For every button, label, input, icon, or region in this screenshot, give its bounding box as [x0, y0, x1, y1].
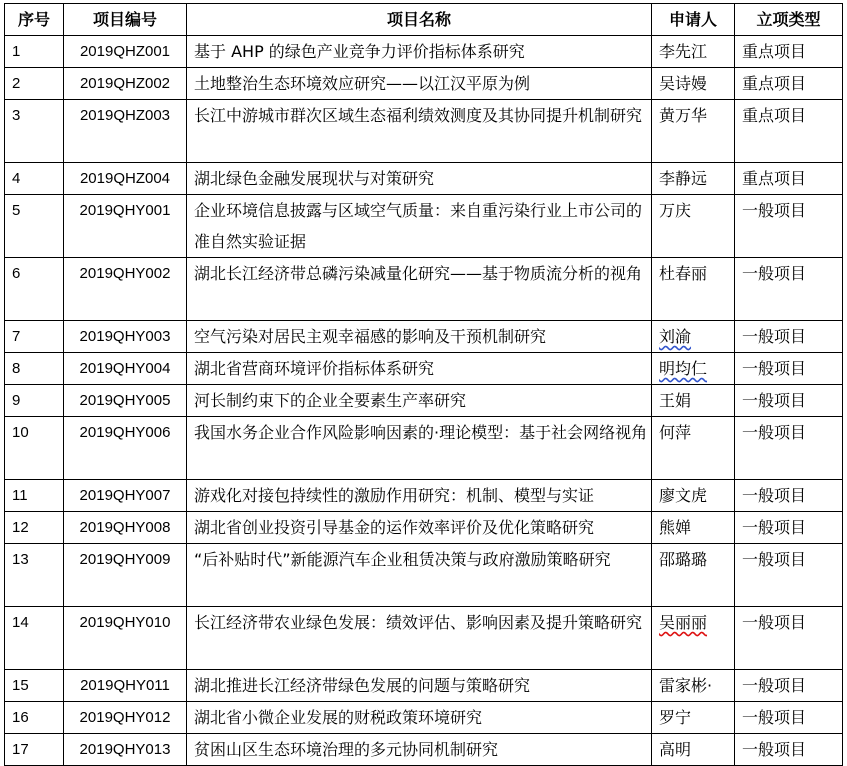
row-name: [187, 258, 652, 321]
row-seq-text: 9: [12, 392, 21, 409]
row-code: [64, 353, 187, 385]
row-code: [64, 480, 187, 512]
row-code-text: 2019QHY012: [79, 709, 171, 726]
row-applicant: [652, 353, 735, 385]
row-code: [64, 607, 187, 670]
row-applicant: [652, 258, 735, 321]
row-type-text: 一般项目: [742, 201, 807, 220]
row-name-text: 湖北长江经济带总磷污染减量化研究——基于物质流分析的视角: [194, 264, 643, 283]
row-code: [64, 321, 187, 353]
row-applicant: [652, 702, 735, 734]
row-code-text: 2019QHY007: [79, 487, 171, 504]
row-seq: [5, 512, 64, 544]
table-row: [5, 68, 843, 100]
row-type-text: 重点项目: [742, 74, 807, 93]
row-type: [735, 734, 843, 766]
table-row: [5, 607, 843, 670]
row-name: [187, 480, 652, 512]
table-row: [5, 258, 843, 321]
row-seq-text: 1: [12, 43, 21, 60]
row-seq-text: 4: [12, 170, 21, 187]
row-type: [735, 480, 843, 512]
row-applicant-text: 高明: [659, 740, 692, 759]
row-seq-text: 2: [12, 75, 21, 92]
row-name-text: 我国水务企业合作风险影响因素的·理论模型：基于社会网络视角: [194, 423, 648, 442]
row-name: [187, 702, 652, 734]
row-name-text: 湖北推进长江经济带绿色发展的问题与策略研究: [194, 676, 531, 695]
row-seq-text: 8: [12, 360, 21, 377]
row-name-text: 河长制约束下的企业全要素生产率研究: [194, 391, 467, 410]
header-applicant: 申请人: [652, 4, 735, 36]
row-seq-text: 3: [12, 107, 21, 124]
row-type: [735, 417, 843, 480]
table-row: [5, 195, 843, 258]
header-seq: 序号: [5, 4, 64, 36]
table-row: [5, 544, 843, 607]
table-row: [5, 321, 843, 353]
row-type: [735, 195, 843, 258]
row-type-text: 一般项目: [742, 486, 807, 505]
row-code: [64, 100, 187, 163]
row-applicant: [652, 670, 735, 702]
row-applicant-text: 邵璐璐: [659, 550, 708, 569]
row-applicant-text: 黄万华: [659, 106, 708, 125]
row-type-text: 重点项目: [742, 42, 807, 61]
row-applicant-text: 廖文虎: [659, 486, 708, 505]
table-row: [5, 353, 843, 385]
row-seq: [5, 36, 64, 68]
row-name-text: 湖北省营商环境评价指标体系研究: [194, 359, 435, 378]
table-row: [5, 100, 843, 163]
row-code-text: 2019QHY011: [80, 677, 170, 694]
row-seq-text: 12: [12, 519, 29, 536]
row-seq-text: 17: [12, 741, 29, 758]
table-row: [5, 385, 843, 417]
row-name: [187, 417, 652, 480]
row-applicant: [652, 163, 735, 195]
row-code-text: 2019QHY003: [79, 328, 171, 345]
row-applicant: [652, 480, 735, 512]
row-seq: [5, 68, 64, 100]
row-type-text: 一般项目: [742, 676, 807, 695]
row-type: [735, 512, 843, 544]
row-seq-text: 13: [12, 551, 29, 568]
row-name: [187, 544, 652, 607]
row-code-text: 2019QHZ004: [79, 170, 171, 187]
row-type-text: 一般项目: [742, 423, 807, 442]
row-seq: [5, 321, 64, 353]
row-type-text: 重点项目: [742, 169, 807, 188]
row-type: [735, 36, 843, 68]
row-name: [187, 36, 652, 68]
row-name-text: 企业环境信息披露与区域空气质量：来自重污染行业上市公司的准自然实验证据: [194, 201, 643, 251]
row-applicant-text: 万庆: [659, 201, 692, 220]
row-code: [64, 734, 187, 766]
row-applicant-text: 罗宁: [659, 708, 692, 727]
row-code: [64, 385, 187, 417]
row-code: [64, 702, 187, 734]
row-code: [64, 163, 187, 195]
row-applicant-text: 何萍: [659, 423, 692, 442]
row-seq: [5, 163, 64, 195]
row-name: [187, 100, 652, 163]
row-type: [735, 163, 843, 195]
header-row: [5, 4, 843, 36]
row-code-text: 2019QHZ002: [79, 75, 171, 92]
row-code: [64, 36, 187, 68]
header-name: 项目名称: [187, 4, 652, 36]
row-type: [735, 353, 843, 385]
projects-table: [4, 3, 843, 766]
row-name: [187, 670, 652, 702]
row-name-text: 游戏化对接包持续性的激励作用研究：机制、模型与实证: [194, 486, 595, 505]
row-name-text: 长江经济带农业绿色发展：绩效评估、影响因素及提升策略研究: [194, 613, 643, 632]
header-type: 立项类型: [735, 4, 843, 36]
row-seq-text: 14: [12, 614, 29, 631]
row-seq-text: 6: [12, 265, 21, 282]
row-code-text: 2019QHY001: [79, 202, 171, 219]
row-code-text: 2019QHY006: [79, 424, 171, 441]
row-seq: [5, 702, 64, 734]
row-code: [64, 417, 187, 480]
row-type: [735, 670, 843, 702]
row-type-text: 一般项目: [742, 613, 807, 632]
row-applicant: [652, 100, 735, 163]
row-applicant: [652, 195, 735, 258]
row-applicant: [652, 544, 735, 607]
row-seq: [5, 670, 64, 702]
row-applicant-text: 吴诗嫚: [659, 74, 708, 93]
table-row: [5, 480, 843, 512]
row-applicant-text: 吴丽丽: [659, 613, 708, 632]
row-seq-text: 5: [12, 202, 21, 219]
row-type: [735, 385, 843, 417]
row-applicant-text: 杜春丽: [659, 264, 708, 283]
row-seq-text: 10: [12, 424, 29, 441]
row-name: [187, 512, 652, 544]
table-row: [5, 670, 843, 702]
row-code: [64, 68, 187, 100]
row-type-text: 一般项目: [742, 740, 807, 759]
row-code: [64, 195, 187, 258]
row-type: [735, 702, 843, 734]
row-applicant-text: 李先江: [659, 42, 708, 61]
row-code-text: 2019QHY002: [79, 265, 171, 282]
row-type-text: 一般项目: [742, 327, 807, 346]
row-seq: [5, 385, 64, 417]
row-name-text: 贫困山区生态环境治理的多元协同机制研究: [194, 740, 499, 759]
row-seq: [5, 480, 64, 512]
table-row: [5, 36, 843, 68]
row-type-text: 一般项目: [742, 391, 807, 410]
row-applicant: [652, 321, 735, 353]
row-name: [187, 68, 652, 100]
row-name: [187, 607, 652, 670]
row-applicant-text: 熊婵: [659, 518, 692, 537]
row-code-text: 2019QHY010: [79, 614, 171, 631]
row-type: [735, 258, 843, 321]
row-code-text: 2019QHY013: [79, 741, 171, 758]
row-code: [64, 258, 187, 321]
row-type-text: 一般项目: [742, 518, 807, 537]
row-name: [187, 163, 652, 195]
row-seq: [5, 544, 64, 607]
table-row: [5, 417, 843, 480]
row-code-text: 2019QHZ001: [79, 43, 171, 60]
row-seq-text: 16: [12, 709, 29, 726]
row-type: [735, 321, 843, 353]
row-type-text: 一般项目: [742, 550, 807, 569]
table-row: [5, 702, 843, 734]
row-applicant: [652, 68, 735, 100]
row-name: [187, 385, 652, 417]
row-type-text: 一般项目: [742, 708, 807, 727]
row-applicant-text: 刘渝: [659, 327, 692, 346]
row-name: [187, 353, 652, 385]
row-code-text: 2019QHY008: [79, 519, 171, 536]
row-seq: [5, 258, 64, 321]
row-code-text: 2019QHY009: [79, 551, 171, 568]
row-applicant: [652, 512, 735, 544]
row-name: [187, 195, 652, 258]
row-applicant-text: 雷家彬·: [659, 676, 713, 695]
row-name: [187, 734, 652, 766]
table-row: [5, 163, 843, 195]
row-name-text: “后补贴时代”新能源汽车企业租赁决策与政府激励策略研究: [194, 550, 611, 569]
row-type: [735, 544, 843, 607]
row-code: [64, 512, 187, 544]
row-type-text: 一般项目: [742, 359, 807, 378]
row-seq-text: 15: [12, 677, 29, 694]
row-type: [735, 68, 843, 100]
row-applicant: [652, 385, 735, 417]
row-type: [735, 607, 843, 670]
header-code: 项目编号: [64, 4, 187, 36]
row-applicant: [652, 607, 735, 670]
row-name-text: 湖北省小微企业发展的财税政策环境研究: [194, 708, 483, 727]
row-applicant: [652, 36, 735, 68]
row-seq: [5, 195, 64, 258]
row-name-text: 湖北省创业投资引导基金的运作效率评价及优化策略研究: [194, 518, 595, 537]
row-applicant-text: 明均仁: [659, 359, 708, 378]
row-applicant-text: 李静远: [659, 169, 708, 188]
row-seq: [5, 417, 64, 480]
row-name-text: 基于 AHP 的绿色产业竞争力评价指标体系研究: [194, 42, 525, 61]
row-name: [187, 321, 652, 353]
row-code-text: 2019QHZ003: [79, 107, 171, 124]
row-seq: [5, 353, 64, 385]
row-code-text: 2019QHY005: [79, 392, 171, 409]
row-code: [64, 670, 187, 702]
row-type-text: 重点项目: [742, 106, 807, 125]
row-applicant: [652, 417, 735, 480]
table-row: [5, 734, 843, 766]
row-type-text: 一般项目: [742, 264, 807, 283]
row-name-text: 空气污染对居民主观幸福感的影响及干预机制研究: [194, 327, 547, 346]
row-seq-text: 11: [12, 487, 28, 504]
row-applicant-text: 王娟: [659, 391, 692, 410]
row-seq: [5, 734, 64, 766]
row-code: [64, 544, 187, 607]
row-applicant: [652, 734, 735, 766]
row-seq-text: 7: [12, 328, 21, 345]
row-name-text: 湖北绿色金融发展现状与对策研究: [194, 169, 435, 188]
row-seq: [5, 607, 64, 670]
row-name-text: 土地整治生态环境效应研究——以江汉平原为例: [194, 74, 531, 93]
row-code-text: 2019QHY004: [79, 360, 171, 377]
table-row: [5, 512, 843, 544]
row-seq: [5, 100, 64, 163]
row-name-text: 长江中游城市群次区域生态福利绩效测度及其协同提升机制研究: [194, 106, 643, 125]
row-type: [735, 100, 843, 163]
